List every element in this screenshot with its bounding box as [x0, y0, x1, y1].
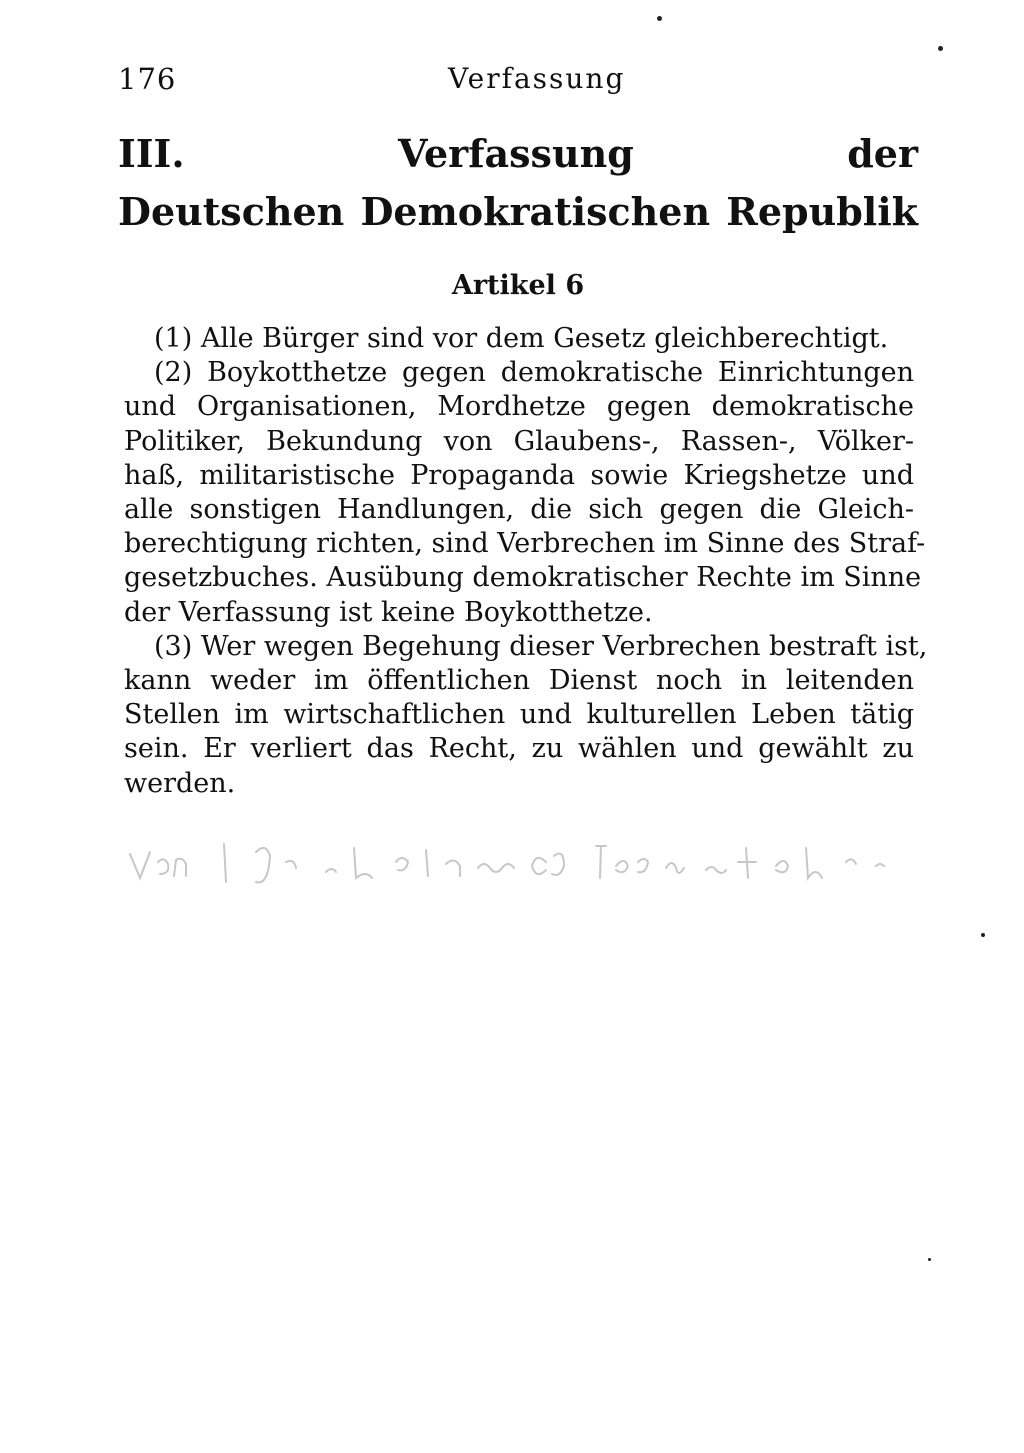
paragraph-3 [124, 630, 928, 801]
paragraph-line: sein. Er verliert das Recht, zu wählen und gewählt zu [124, 733, 914, 765]
paper-speck [938, 46, 943, 51]
paragraph-line: Stellen im wirtschaftlichen und kulturellen Leben tätig [124, 699, 914, 731]
article-title: Artikel 6 [451, 270, 585, 301]
paragraph-line: werden. [124, 767, 236, 799]
paper-speck [928, 1258, 931, 1261]
paragraph-line: Politiker, Bekundung von Glaubens-, Rassen-, Völker- [124, 425, 914, 457]
section-heading [118, 125, 918, 241]
paragraph-line: (1) Alle Bürger sind vor dem Gesetz gleichberechtigt. [154, 323, 889, 354]
running-head [118, 62, 918, 102]
pencil-annotation-drawing [126, 832, 896, 892]
paragraph-line: berechtigung richten, sind Verbrechen im Sinne des Straf- [124, 528, 926, 560]
paragraph-1 [124, 322, 914, 356]
page-number: 176 [118, 62, 177, 96]
paper-speck [981, 933, 985, 937]
section-heading-line-1: III. Verfassung der [118, 131, 918, 176]
paragraph-line: gesetzbuches. Ausübung demokratischer Rechte im Sinne [124, 562, 922, 594]
paragraph-line: und Organisationen, Mordhetze gegen demokratische [124, 391, 914, 423]
section-heading-line-2: Deutschen Demokratischen Republik [118, 189, 918, 234]
paragraph-line: alle sonstigen Handlungen, die sich gegen die Gleich- [124, 494, 914, 526]
paragraph-line: (2) Boykotthetze gegen demokratische Einrichtungen [154, 357, 914, 389]
paragraph-line: kann weder im öffentlichen Dienst noch in leitenden [124, 665, 914, 697]
article-body [124, 322, 928, 801]
paragraph-line: (3) Wer wegen Begehung dieser Verbrechen bestraft ist, [154, 630, 928, 662]
paper-speck [657, 16, 662, 21]
paragraph-line: haß, militaristische Propaganda sowie Kriegshetze und [124, 459, 914, 491]
paragraph-line: der Verfassung ist keine Boykotthetze. [124, 596, 653, 628]
running-title: Verfassung [448, 62, 626, 95]
paragraph-2 [124, 356, 926, 630]
